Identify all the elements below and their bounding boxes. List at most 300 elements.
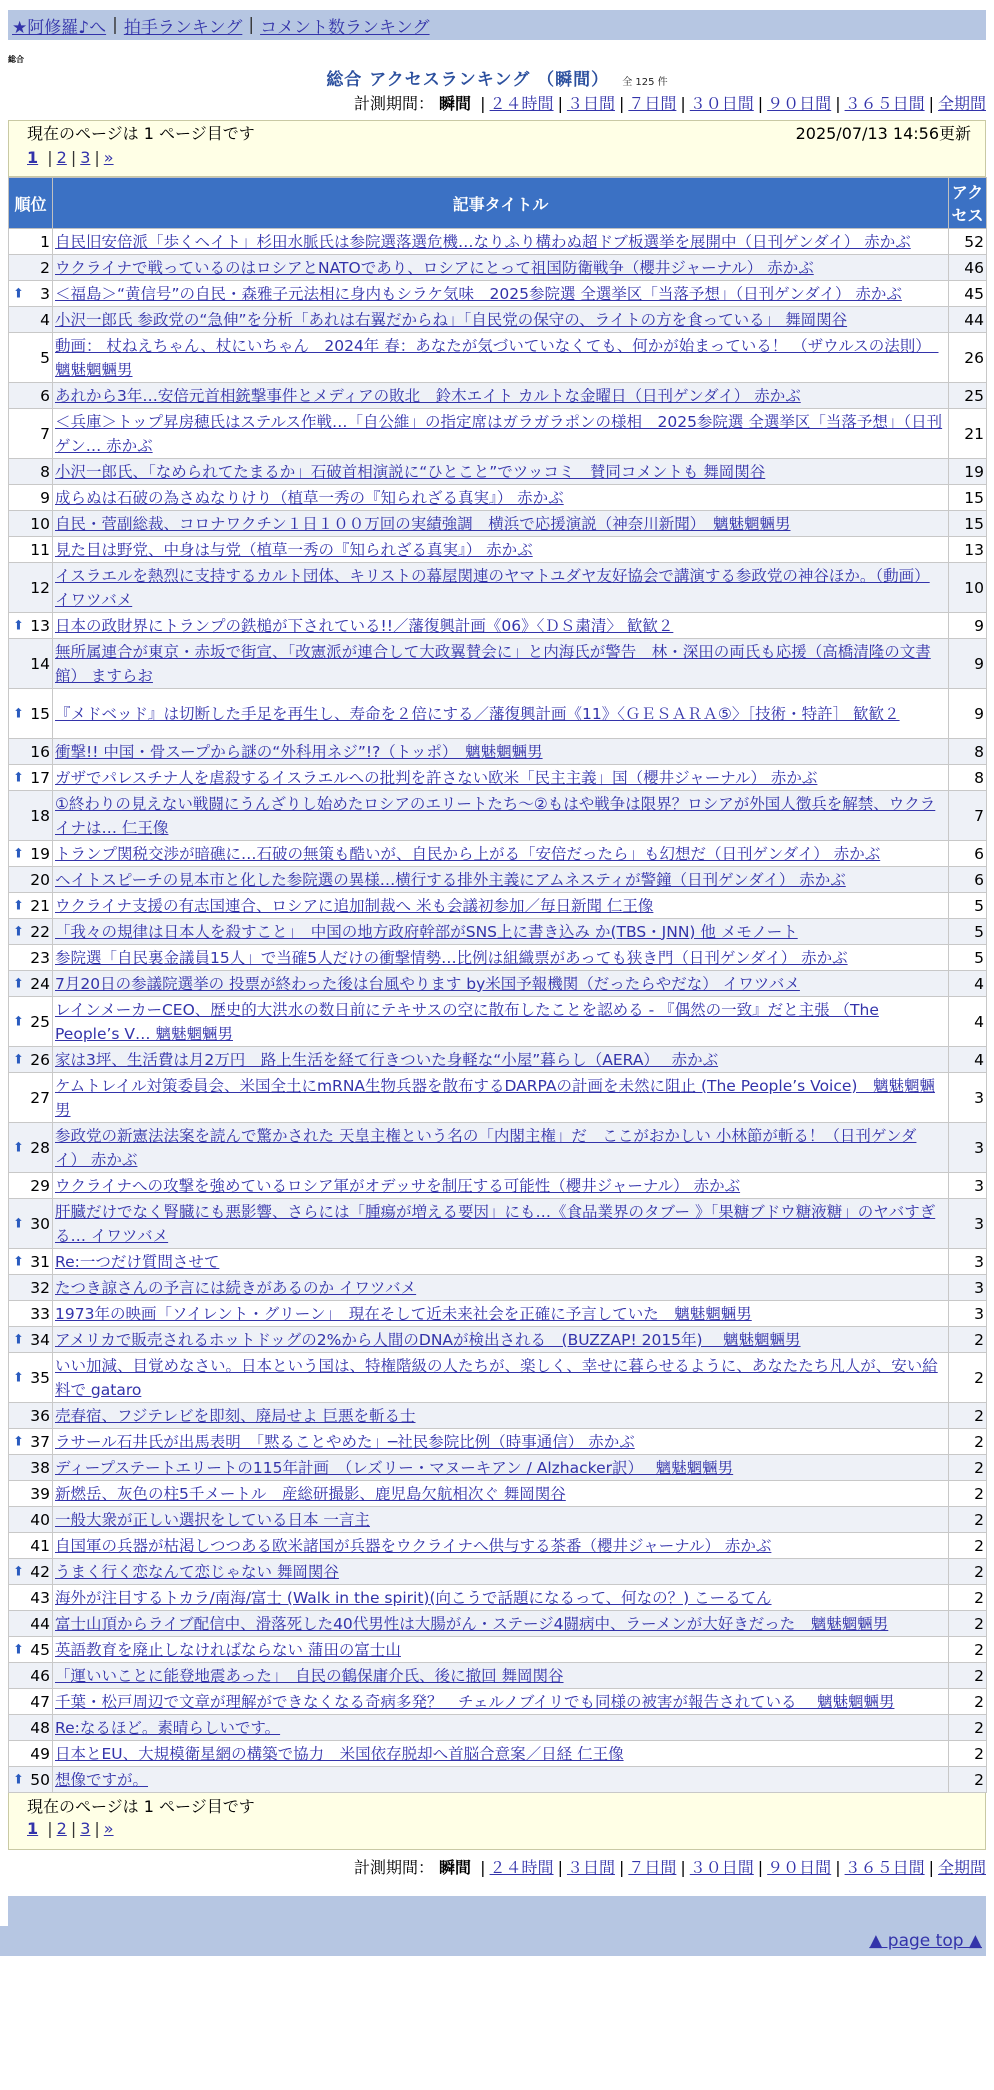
title-cell [53, 613, 949, 639]
title-row [0, 68, 994, 92]
title-cell [53, 689, 949, 739]
table-row [9, 1123, 987, 1173]
article-link[interactable]: ウクライナで戦っているのはロシアとNATOであり、ロシアにとって祖国防衛戦争（櫻井ジャーナル） 赤かぶ [55, 258, 814, 277]
article-link[interactable]: 7月20日の参議院選挙の 投票が終わった後は台風やります by米国予報機関（だったらやだな） イワツバメ [55, 974, 800, 993]
rank-cell [9, 1123, 53, 1173]
rank-cell [9, 867, 53, 893]
period-separator: | [557, 94, 563, 113]
rank-cell [9, 409, 53, 459]
access-count: 2 [949, 1533, 987, 1559]
rank-cell [9, 1559, 53, 1585]
article-link[interactable]: 千葉・松戸周辺で文章が理解ができなくなる奇病多発？ チェルノブイリでも同様の被害が報告されている 魑魅魍魎男 [55, 1692, 895, 1711]
title-cell [53, 1611, 949, 1637]
section-tag: 総合 [8, 55, 24, 64]
access-count: 9 [949, 639, 987, 689]
table-row [9, 563, 987, 613]
table-row [9, 867, 987, 893]
period-current: 瞬間 [439, 1858, 472, 1877]
article-link[interactable]: 衝撃!! 中国・骨スープから謎の“外科用ネジ”!?（トッポ） 魑魅魍魎男 [55, 742, 543, 761]
page-link-current[interactable]: 1 [27, 1819, 39, 1838]
rank-cell [9, 945, 53, 971]
access-count: 2 [949, 1429, 987, 1455]
rank-cell [9, 1073, 53, 1123]
title-cell [53, 1047, 949, 1073]
page-link[interactable]: » [103, 1819, 114, 1838]
access-count: 25 [949, 383, 987, 409]
page-top-bar [0, 1926, 986, 1956]
table-row [9, 971, 987, 997]
rank-cell [9, 1663, 53, 1689]
rank-cell [9, 563, 53, 613]
title-cell [53, 1767, 949, 1793]
article-link[interactable]: 「運いいことに能登地震あった」 自民の鶴保庸介氏、後に撤回 舞岡関谷 [55, 1666, 564, 1685]
top-nav [8, 10, 986, 40]
article-link[interactable]: 想像ですが。 [55, 1770, 149, 1789]
article-link[interactable]: 自民旧安倍派「歩くヘイト」杉田水脈氏は参院選落選危機…なりふり構わぬ超ドブ板選挙を展開中（日刊ゲンダイ） 赤かぶ [55, 232, 911, 251]
access-count: 3 [949, 1123, 987, 1173]
title-cell [53, 511, 949, 537]
table-row [9, 1689, 987, 1715]
rank-cell [9, 1637, 53, 1663]
period-separator: | [835, 94, 841, 113]
table-row [9, 485, 987, 511]
access-count: 10 [949, 563, 987, 613]
rank-number: 40 [30, 1510, 50, 1529]
article-link[interactable]: トランプ関税交渉が暗礁に…石破の無策も酷いが、自民から上がる「安倍だったら」も幻想だ（日刊ゲンダイ） 赤かぶ [55, 844, 881, 863]
table-row [9, 511, 987, 537]
table-row [9, 1507, 987, 1533]
rank-number: 26 [30, 1050, 50, 1069]
pager-separator: | [70, 148, 77, 167]
page-link[interactable]: » [103, 148, 114, 167]
access-count: 46 [949, 255, 987, 281]
table-row [9, 1073, 987, 1123]
title-cell [53, 229, 949, 255]
title-cell [53, 333, 949, 383]
article-link[interactable]: 1973年の映画「ソイレント・グリーン」 現在そして近未来社会を正確に予言していた 魑魅魍魎男 [55, 1304, 752, 1323]
period-separator: | [680, 1858, 686, 1877]
article-link[interactable]: 海外が注目するトカラ/南海/富士 (Walk in the spirit)(向こうで話題になるって、何なの？) こーるてん [55, 1588, 772, 1607]
table-row [9, 919, 987, 945]
article-link[interactable]: 成らぬは石破の為さぬなりけり（植草一秀の『知られざる真実』） 赤かぶ [55, 488, 564, 507]
table-row [9, 1249, 987, 1275]
period-separator: | [757, 1858, 764, 1877]
access-count: 15 [949, 511, 987, 537]
title-cell [53, 765, 949, 791]
table-row [9, 1533, 987, 1559]
article-link[interactable]: いい加減、目覚めなさい。日本という国は、特権階級の人たちが、楽しく、幸せに暮らせるように、あなたたち凡人が、安い給料で gataro [55, 1356, 938, 1399]
article-link[interactable]: 日本の政財界にトランプの鉄槌が下されている!!／藩復興計画《06》〈ＤＳ粛清〉 歓歓２ [55, 616, 674, 635]
page-status: 現在のページは 1 ページ目です [27, 124, 255, 143]
rank-cell [9, 1455, 53, 1481]
period-separator: | [680, 94, 686, 113]
pager-separator: | [94, 1819, 100, 1838]
bottom-bar [8, 1896, 986, 1926]
access-count: 5 [949, 919, 987, 945]
article-link[interactable]: 参院選「自民裏金議員15人」で当確5人だけの衝撃情勢…比例は組織票があっても狭き門（日刊ゲンダイ） 赤かぶ [55, 948, 848, 967]
rank-number: 47 [30, 1692, 50, 1711]
page-status-bottom: 現在のページは 1 ページ目です [27, 1797, 255, 1816]
period-separator: | [618, 94, 625, 113]
table-row [9, 1767, 987, 1793]
period-separator: | [835, 1858, 841, 1877]
table-row [9, 255, 987, 281]
rank-number: 34 [30, 1330, 50, 1349]
article-link[interactable]: 英語教育を廃止しなければならない 蒲田の富士山 [55, 1640, 401, 1659]
article-link[interactable]: うまく行く恋なんて恋じゃない 舞岡関谷 [55, 1562, 339, 1581]
title-cell [53, 1403, 949, 1429]
rank-number: 2 [40, 258, 50, 277]
page-link[interactable]: 2 [56, 1819, 67, 1838]
article-link[interactable]: 自国軍の兵器が枯渇しつつある欧米諸国が兵器をウクライナへ供与する茶番（櫻井ジャーナル） 赤かぶ [55, 1536, 772, 1555]
table-row [9, 1173, 987, 1199]
access-count: 2 [949, 1585, 987, 1611]
rank-cell [9, 485, 53, 511]
rank-number: 28 [30, 1138, 50, 1157]
rank-cell [9, 1507, 53, 1533]
rank-cell [9, 791, 53, 841]
article-link[interactable]: Re:なるほど。素晴らしいです。 [55, 1718, 281, 1737]
rank-number: 31 [30, 1252, 50, 1271]
article-link[interactable]: Re:一つだけ質問させて [55, 1252, 220, 1271]
pager-separator: | [47, 1819, 53, 1838]
rank-cell [9, 1611, 53, 1637]
table-row [9, 1611, 987, 1637]
rank-number: 29 [30, 1176, 50, 1195]
title-cell [53, 919, 949, 945]
rank-cell [9, 1689, 53, 1715]
rank-up-arrow-icon: ⬆ [13, 1642, 24, 1657]
table-row [9, 689, 987, 739]
rank-number: 48 [30, 1718, 50, 1737]
nav-separator: | [112, 15, 118, 35]
rank-cell [9, 765, 53, 791]
article-link[interactable]: アメリカで販売されるホットドッグの2%から人間のDNAが検出される (BUZZAP! 2015年) 魑魅魍魎男 [55, 1330, 801, 1349]
rank-number: 16 [30, 742, 50, 761]
rank-number: 27 [30, 1088, 50, 1107]
rank-number: 6 [40, 386, 50, 405]
article-link[interactable]: ウクライナ支援の有志国連合、ロシアに追加制裁へ 米も会議初参加／毎日新聞 仁王像 [55, 896, 654, 915]
rank-cell [9, 383, 53, 409]
rank-up-arrow-icon: ⬆ [13, 1052, 24, 1067]
rank-cell [9, 739, 53, 765]
table-row [9, 1047, 987, 1073]
table-row [9, 765, 987, 791]
rank-number: 5 [40, 348, 50, 367]
page-link[interactable]: 2 [56, 148, 67, 167]
nav-separator: | [248, 15, 255, 35]
period-link[interactable]: ７日間 [628, 94, 677, 113]
period-link[interactable]: 全期間 [937, 1858, 986, 1877]
rank-number: 11 [30, 540, 50, 559]
period-label: 計測期間： [353, 94, 434, 113]
rank-up-arrow-icon: ⬆ [13, 286, 24, 301]
access-count: 3 [949, 1173, 987, 1199]
page-link-current[interactable]: 1 [27, 148, 39, 167]
rank-up-arrow-icon: ⬆ [13, 618, 24, 633]
access-count: 13 [949, 537, 987, 563]
table-row [9, 333, 987, 383]
pager [27, 146, 971, 170]
period-link[interactable]: 全期間 [937, 94, 986, 113]
article-link[interactable]: 参政党の新憲法法案を読んで驚かされた 天皇主権という名の「内閣主権」だ ここがおかしい 小林節が斬る！（日刊ゲンダイ） 赤かぶ [55, 1126, 917, 1169]
article-link[interactable]: イスラエルを熱烈に支持するカルト団体、キリストの幕屋関連のヤマトユダヤ友好協会で講演する参政党の神谷ほか。（動画） イワツバメ [55, 566, 930, 609]
access-count: 9 [949, 689, 987, 739]
title-cell [53, 1585, 949, 1611]
period-label: 計測期間： [353, 1858, 434, 1877]
rank-up-arrow-icon: ⬆ [13, 1332, 24, 1347]
rank-cell [9, 919, 53, 945]
rank-cell [9, 1585, 53, 1611]
rank-cell [9, 1741, 53, 1767]
table-row [9, 281, 987, 307]
article-link[interactable]: ガザでパレスチナ人を虐殺するイスラエルへの批判を許さない欧米「民主主義」国（櫻井ジャーナル） 赤かぶ [55, 768, 818, 787]
rank-number: 37 [30, 1432, 50, 1451]
rank-cell [9, 333, 53, 383]
comment-ranking-link[interactable]: コメント数ランキング [260, 17, 430, 38]
access-count: 5 [949, 893, 987, 919]
pagination-box [8, 120, 986, 177]
access-count: 2 [949, 1327, 987, 1353]
access-count: 19 [949, 459, 987, 485]
article-link[interactable]: 見た目は野党、中身は与党（植草一秀の『知られざる真実』） 赤かぶ [55, 540, 533, 559]
rank-up-arrow-icon: ⬆ [13, 1564, 24, 1579]
article-link[interactable]: 動画： 杖ねえちゃん、杖にいちゃん 2024年 春：あなたが気づいていなくても、何かが始まっている！ （ザウルスの法則） 魑魅魍魎男 [55, 336, 939, 379]
access-count: 52 [949, 229, 987, 255]
rank-number: 19 [30, 844, 50, 863]
rank-number: 21 [30, 896, 50, 915]
article-link[interactable]: ＜兵庫＞トップ昇房穂氏はステルス作戦…「自公維」の指定席はガラガラポンの様相 2025参院選 全選挙区「当落予想」（日刊ゲン… 赤かぶ [55, 412, 943, 455]
title-cell [53, 1637, 949, 1663]
title-cell [53, 307, 949, 333]
title-cell [53, 791, 949, 841]
period-link[interactable]: ２４時間 [489, 94, 554, 113]
title-cell [53, 739, 949, 765]
article-link[interactable]: ケムトレイル対策委員会、米国全土にmRNA生物兵器を散布するDARPAの計画を未然に阻止 (The People’s Voice) 魑魅魍魎男 [55, 1076, 935, 1119]
title-cell [53, 1327, 949, 1353]
ranking-table [8, 177, 987, 1793]
access-count: 6 [949, 867, 987, 893]
rank-number: 8 [40, 462, 50, 481]
period-link[interactable]: ３日間 [566, 1858, 615, 1877]
page-link[interactable]: 3 [80, 148, 91, 167]
title-cell [53, 1663, 949, 1689]
period-current: 瞬間 [439, 94, 472, 113]
article-link[interactable]: 無所属連合が東京・赤坂で街宣、「改憲派が連合して大政翼賛会に」と内海氏が警告 林・深田の両氏も応援（高橋清隆の文書館） ますらお [55, 642, 931, 685]
access-count: 2 [949, 1767, 987, 1793]
page [0, 10, 994, 1956]
access-count: 2 [949, 1637, 987, 1663]
title-cell [53, 485, 949, 511]
table-row [9, 537, 987, 563]
access-count: 4 [949, 971, 987, 997]
access-count: 3 [949, 1301, 987, 1327]
rank-cell [9, 971, 53, 997]
title-cell [53, 1559, 949, 1585]
total-count: 全 125 件 [622, 77, 668, 88]
period-link[interactable]: ７日間 [628, 1858, 677, 1877]
rank-number: 30 [30, 1214, 50, 1233]
title-cell [53, 409, 949, 459]
rank-number: 32 [30, 1278, 50, 1297]
title-cell [53, 893, 949, 919]
rank-cell [9, 1249, 53, 1275]
access-count: 2 [949, 1353, 987, 1403]
article-link[interactable]: ウクライナへの攻撃を強めているロシア軍がオデッサを制圧する可能性（櫻井ジャーナル） 赤かぶ [55, 1176, 741, 1195]
rank-up-arrow-icon: ⬆ [13, 1216, 24, 1231]
rank-number: 45 [30, 1640, 50, 1659]
access-count: 3 [949, 1249, 987, 1275]
article-link[interactable]: 小沢一郎氏、「なめられてたまるか」石破首相演説に“ひとこと”でツッコミ 賛同コメントも 舞岡関谷 [55, 462, 766, 481]
article-link[interactable]: ラサール石井氏が出馬表明 「黙ることやめた」─社民参院比例（時事通信） 赤かぶ [55, 1432, 635, 1451]
rank-cell [9, 1767, 53, 1793]
rank-up-arrow-icon: ⬆ [13, 1434, 24, 1449]
table-row [9, 945, 987, 971]
rank-number: 42 [30, 1562, 50, 1581]
article-link[interactable]: 自民・菅副総裁、コロナワクチン１日１００万回の実績強調 横浜で応援演説（神奈川新聞） 魑魅魍魎男 [55, 514, 791, 533]
title-cell [53, 255, 949, 281]
title-cell [53, 971, 949, 997]
rank-cell [9, 1301, 53, 1327]
rank-number: 15 [30, 704, 50, 723]
access-count: 21 [949, 409, 987, 459]
article-link[interactable]: ＜福島＞“黄信号”の自民・森雅子元法相に身内もシラケ気味 2025参院選 全選挙区「当落予想」（日刊ゲンダイ） 赤かぶ [55, 284, 902, 303]
article-link[interactable]: 『メドベッド』は切断した手足を再生し、寿命を２倍にする／藩復興計画《11》〈ＧＥＳＡＲＡ⑤〉［技術・特許］ 歓歓２ [55, 704, 900, 723]
title-cell [53, 281, 949, 307]
rank-number: 9 [40, 488, 50, 507]
table-row [9, 1637, 987, 1663]
period-separator: | [480, 1858, 486, 1877]
table-row [9, 459, 987, 485]
table-header-row [9, 178, 987, 229]
access-count: 15 [949, 485, 987, 511]
rank-up-arrow-icon: ⬆ [13, 898, 24, 913]
rank-cell [9, 229, 53, 255]
rank-number: 4 [40, 310, 50, 329]
access-count: 2 [949, 1715, 987, 1741]
title-cell [53, 867, 949, 893]
rank-up-arrow-icon: ⬆ [13, 846, 24, 861]
article-link[interactable]: 肝臓だけでなく腎臓にも悪影響、さらには「腫瘍が増える要因」にも…《食品業界のタブー 》「果糖ブドウ糖液糖」のヤバすぎる… イワツバメ [55, 1202, 936, 1245]
rank-number: 17 [30, 768, 50, 787]
title-cell [53, 1715, 949, 1741]
rank-cell [9, 1047, 53, 1073]
page-link[interactable]: 3 [80, 1819, 91, 1838]
article-link[interactable]: レインメーカーCEO、歴史的大洪水の数日前にテキサスの空に散布したことを認める - 『偶然の一致』だと主張 （The People’s V… 魑魅魍魎男 [55, 1000, 879, 1043]
access-count: 2 [949, 1689, 987, 1715]
period-separator: | [480, 94, 486, 113]
period-separator: | [928, 94, 934, 113]
title-cell [53, 1481, 949, 1507]
title-cell [53, 1455, 949, 1481]
clap-ranking-link[interactable]: 拍手ランキング [123, 17, 243, 38]
title-cell [53, 1353, 949, 1403]
rank-cell [9, 511, 53, 537]
rank-number: 44 [30, 1614, 50, 1633]
rank-cell [9, 537, 53, 563]
article-link[interactable]: 売春宿、フジテレビを即刻、廃局せよ 巨悪を斬る士 [55, 1406, 416, 1425]
rank-cell [9, 893, 53, 919]
table-row [9, 307, 987, 333]
table-row [9, 1455, 987, 1481]
rank-cell [9, 1353, 53, 1403]
article-link[interactable]: 「我々の規律は日本人を殺すこと」 中国の地方政府幹部がSNS上に書き込み か(TBS・JNN) 他 メモノート [55, 922, 798, 941]
rank-number: 14 [30, 654, 50, 673]
rank-number: 49 [30, 1744, 50, 1763]
title-cell [53, 1249, 949, 1275]
home-link[interactable]: ★阿修羅♪へ [12, 17, 107, 38]
table-row [9, 1663, 987, 1689]
title-cell [53, 1275, 949, 1301]
access-count: 2 [949, 1507, 987, 1533]
table-row [9, 1481, 987, 1507]
period-link[interactable]: ３６５日間 [844, 94, 925, 113]
period-link[interactable]: ２４時間 [489, 1858, 554, 1877]
rank-number: 43 [30, 1588, 50, 1607]
period-link[interactable]: ３６５日間 [844, 1858, 925, 1877]
rank-number: 23 [30, 948, 50, 967]
access-count: 45 [949, 281, 987, 307]
rank-up-arrow-icon: ⬆ [13, 770, 24, 785]
period-link[interactable]: ３０日間 [689, 1858, 754, 1877]
title-cell [53, 1741, 949, 1767]
article-link[interactable]: 小沢一郎氏 参政党の“急伸”を分析「あれは右翼だからね」「自民党の保守の、ライトの方を食っている」 舞岡関谷 [55, 310, 848, 329]
article-link[interactable]: ①終わりの見えない戦闘にうんざりし始めたロシアのエリートたち～②もはや戦争は限界？ロシアが外国人徴兵を解禁、ウクライナは… 仁王像 [55, 794, 936, 837]
rank-number: 50 [30, 1770, 50, 1789]
rank-number: 12 [30, 578, 50, 597]
title-cell [53, 537, 949, 563]
table-row [9, 841, 987, 867]
title-cell [53, 1173, 949, 1199]
period-link[interactable]: ３日間 [566, 94, 615, 113]
period-link[interactable]: ９０日間 [767, 94, 832, 113]
period-link[interactable]: ３０日間 [689, 94, 754, 113]
rank-cell [9, 997, 53, 1047]
article-link[interactable]: 日本とEU、大規模衛星網の構築で協力 米国依存脱却へ首脳合意案／日経 仁王像 [55, 1744, 624, 1763]
period-link[interactable]: ９０日間 [767, 1858, 832, 1877]
article-link[interactable]: 富士山頂からライブ配信中、滑落死した40代男性は大腸がん・ステージ4闘病中、ラーメンが大好きだった 魑魅魍魎男 [55, 1614, 889, 1633]
title-cell [53, 563, 949, 613]
rank-number: 41 [30, 1536, 50, 1555]
article-link[interactable]: ディープステートエリートの115年計画 （レズリー・マヌーキアン / Alzhacker訳） 魑魅魍魎男 [55, 1458, 734, 1477]
rank-cell [9, 613, 53, 639]
title-cell [53, 1689, 949, 1715]
access-count: 2 [949, 1663, 987, 1689]
table-row [9, 893, 987, 919]
rank-up-arrow-icon: ⬆ [13, 1772, 24, 1787]
article-link[interactable]: ヘイトスピーチの見本市と化した参院選の異様…横行する排外主義にアムネスティが警鐘（日刊ゲンダイ） 赤かぶ [55, 870, 846, 889]
title-header: 記事タイトル [53, 178, 949, 229]
rank-number: 18 [30, 806, 50, 825]
pager-separator: | [70, 1819, 77, 1838]
article-link[interactable]: 家は3坪、生活費は月2万円 路上生活を経て行きついた身軽な“小屋”暮らし（AERA） 赤かぶ [55, 1050, 719, 1069]
article-link[interactable]: 新燃岳、灰色の柱5千メートル 産総研撮影、鹿児島欠航相次ぐ 舞岡関谷 [55, 1484, 566, 1503]
rank-number: 46 [30, 1666, 50, 1685]
rank-cell [9, 281, 53, 307]
rank-number: 39 [30, 1484, 50, 1503]
page-top-link[interactable]: ▲ page top ▲ [869, 1931, 982, 1951]
table-row [9, 409, 987, 459]
article-link[interactable]: たつき諒さんの予言には続きがあるのか イワツバメ [55, 1278, 417, 1297]
period-selector [0, 92, 986, 116]
title-cell [53, 997, 949, 1047]
article-link[interactable]: あれから3年…安倍元首相銃撃事件とメディアの敗北 鈴木エイト カルトな金曜日（日刊ゲンダイ） 赤かぶ [55, 386, 801, 405]
access-count: 3 [949, 1199, 987, 1249]
rank-number: 36 [30, 1406, 50, 1425]
rank-number: 3 [40, 284, 50, 303]
period-selector-bottom [0, 1856, 986, 1880]
article-link[interactable]: 一般大衆が正しい選択をしている日本 一言主 [55, 1510, 370, 1529]
